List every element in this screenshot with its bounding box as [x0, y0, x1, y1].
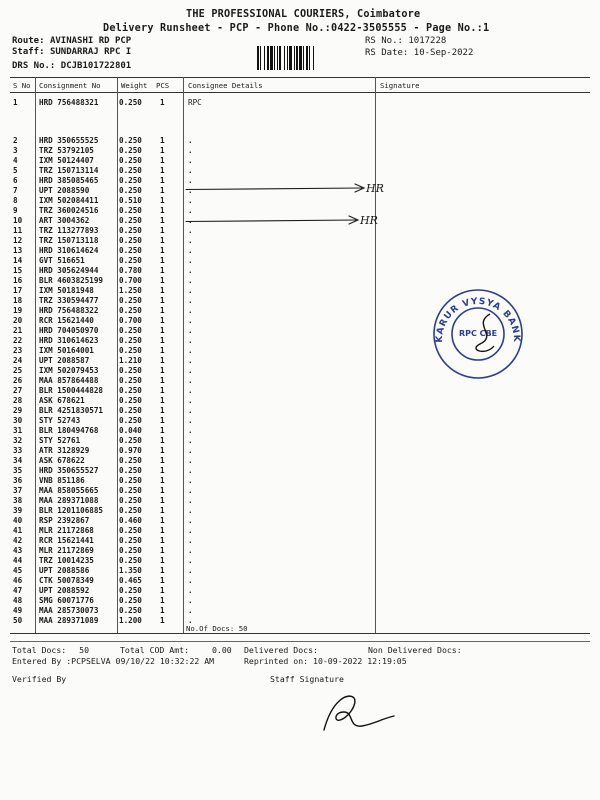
- stamp-center-text: RPC CBE: [458, 329, 498, 338]
- no-of-docs: No.Of Docs: 50: [186, 624, 248, 633]
- reprinted-on: Reprinted on: 10-09-2022 12:19:05: [244, 656, 407, 666]
- row-consignee: .: [188, 145, 193, 155]
- row-pcs: 1: [160, 516, 165, 526]
- staff-signature-label: Staff Signature: [270, 674, 344, 684]
- handwritten-signature: [318, 690, 398, 740]
- row-consignment-no: UPT 2088586: [39, 566, 90, 576]
- row-sno: 34: [13, 456, 23, 466]
- row-weight: 0.250: [119, 325, 142, 335]
- row-consignee: .: [188, 185, 193, 195]
- row-consignment-no: TRZ 150713114: [39, 165, 99, 175]
- row-pcs: 1: [160, 325, 165, 335]
- row-sno: 6: [13, 175, 18, 185]
- row-consignee: .: [188, 325, 193, 335]
- row-consignee: .: [188, 275, 193, 285]
- row-consignee: .: [188, 406, 193, 416]
- row-pcs: 1: [160, 566, 165, 576]
- row-sno: 24: [13, 355, 23, 365]
- row-pcs: 1: [160, 446, 165, 456]
- row-sno: 3: [13, 145, 18, 155]
- row-consignment-no: TRZ 53792105: [39, 145, 94, 155]
- row-sno: 39: [13, 506, 23, 516]
- row-sno: 8: [13, 195, 18, 205]
- row-weight: 0.250: [119, 245, 142, 255]
- row-consignee: .: [188, 255, 193, 265]
- row-sno: 9: [13, 205, 18, 215]
- row-consignee: .: [188, 496, 193, 506]
- row-weight: 0.250: [119, 155, 142, 165]
- row-consignment-no: TRZ 360024516: [39, 205, 99, 215]
- row-pcs: 1: [160, 245, 165, 255]
- row-consignee: .: [188, 596, 193, 606]
- row-consignment-no: HRD 704050970: [39, 325, 99, 335]
- row-pcs: 1: [160, 596, 165, 606]
- row-weight: 1.200: [119, 616, 142, 626]
- row-sno: 16: [13, 275, 23, 285]
- row-pcs: 1: [160, 526, 165, 536]
- row-sno: 4: [13, 155, 18, 165]
- row-weight: 0.250: [119, 365, 142, 375]
- row-sno: 14: [13, 255, 23, 265]
- row-consignment-no: IXM 50164001: [39, 345, 94, 355]
- row-pcs: 1: [160, 576, 165, 586]
- row-consignee: .: [188, 486, 193, 496]
- row-sno: 15: [13, 265, 23, 275]
- row-pcs: 1: [160, 235, 165, 245]
- row-weight: 0.250: [119, 586, 142, 596]
- row-consignee: .: [188, 446, 193, 456]
- row-consignee: .: [188, 526, 193, 536]
- row-sno: 32: [13, 436, 23, 446]
- row-pcs: 1: [160, 466, 165, 476]
- row-sno: 31: [13, 426, 23, 436]
- staff-label: Staff:: [12, 47, 45, 57]
- row-consignment-no: TRZ 150713118: [39, 235, 99, 245]
- row-consignment-no: MAA 289371089: [39, 616, 99, 626]
- col-header-pcs: PCS: [156, 81, 170, 90]
- row-consignment-no: IXM 50124407: [39, 155, 94, 165]
- row-weight: 0.250: [119, 496, 142, 506]
- row-sno: 49: [13, 606, 23, 616]
- row-weight: 1.350: [119, 566, 142, 576]
- row-weight: 0.510: [119, 195, 142, 205]
- row-pcs: 1: [160, 135, 165, 145]
- row-weight: 0.250: [119, 526, 142, 536]
- row-consignment-no: RCR 15621441: [39, 536, 94, 546]
- col-header-sno: S No: [13, 81, 31, 90]
- route-label: Route:: [12, 36, 45, 46]
- row-consignment-no: ASK 678621: [39, 396, 85, 406]
- row-weight: 0.250: [119, 606, 142, 616]
- row-consignment-no: IXM 502079453: [39, 365, 99, 375]
- row-consignment-no: CTK 50078349: [39, 576, 94, 586]
- row-sno: 45: [13, 566, 23, 576]
- row-consignee: .: [188, 586, 193, 596]
- row-pcs: 1: [160, 436, 165, 446]
- rs-date-label: RS Date:: [365, 48, 409, 58]
- row-consignment-no: GVT 516651: [39, 255, 85, 265]
- drs-value: DCJB101722801: [60, 61, 132, 71]
- non-delivered-docs-label: Non Delivered Docs:: [368, 645, 462, 655]
- row-consignee: .: [188, 436, 193, 446]
- row-weight: 0.250: [119, 486, 142, 496]
- row-pcs: 1: [160, 215, 165, 225]
- row-consignee: .: [188, 345, 193, 355]
- row-consignment-no: TRZ 113277893: [39, 225, 99, 235]
- row-consignee: .: [188, 215, 193, 225]
- row-sno: 17: [13, 285, 23, 295]
- row-consignee: .: [188, 335, 193, 345]
- row-sno: 27: [13, 386, 23, 395]
- row-sno: 12: [13, 235, 23, 245]
- row-pcs: 1: [160, 406, 165, 416]
- row-sno: 25: [13, 365, 23, 375]
- row-consignment-no: HRD 310614623: [39, 335, 99, 345]
- row-pcs: 1: [160, 335, 165, 345]
- row-consignment-no: HRD 756488321: [39, 98, 99, 107]
- row-weight: 0.780: [119, 265, 142, 275]
- row-weight: 0.040: [119, 426, 142, 436]
- row-consignment-no: IXM 502084411: [39, 195, 99, 205]
- row-weight: 0.250: [119, 205, 142, 215]
- row-pcs: 1: [160, 365, 165, 375]
- row-consignment-no: MAA 289371088: [39, 496, 99, 506]
- row-pcs: 1: [160, 355, 165, 365]
- row-weight: 0.250: [119, 556, 142, 566]
- row-pcs: 1: [160, 426, 165, 436]
- row-sno: 11: [13, 225, 23, 235]
- row-consignee: .: [188, 295, 193, 305]
- row-weight: 0.250: [119, 436, 142, 446]
- row-consignment-no: IXM 50181948: [39, 285, 94, 295]
- row-sno: 33: [13, 446, 23, 456]
- row-weight: 0.250: [119, 335, 142, 345]
- row-weight: 0.250: [119, 406, 142, 416]
- row-sno: 35: [13, 466, 23, 476]
- row-consignee: .: [188, 616, 193, 626]
- route-value: AVINASHI RD PCP: [49, 36, 132, 46]
- company-name: THE PROFESSIONAL COURIERS, Coimbatore: [186, 9, 421, 20]
- delivered-docs-label: Delivered Docs:: [244, 645, 318, 655]
- row-sno: 20: [13, 315, 23, 325]
- row-consignee: .: [188, 556, 193, 566]
- row-consignee: .: [188, 235, 193, 245]
- rs-no-value: 1017228: [408, 36, 447, 46]
- row-consignment-no: UPT 2088590: [39, 185, 90, 195]
- footer-border: [10, 641, 590, 642]
- row-consignee: .: [188, 576, 193, 586]
- entered-by: Entered By :PCPSELVA 09/10/22 10:32:22 AM: [12, 656, 215, 666]
- total-docs-value: 50: [79, 645, 90, 655]
- row-pcs: 1: [160, 396, 165, 406]
- row-consignee: .: [188, 135, 193, 145]
- rs-date-value: 10-Sep-2022: [413, 48, 474, 58]
- row-weight: 0.250: [119, 175, 142, 185]
- row-consignee: .: [188, 315, 193, 325]
- row-consignment-no: HRD 756488322: [39, 305, 99, 315]
- row-consignment-no: MLR 21172869: [39, 546, 94, 556]
- row-pcs: 1: [160, 546, 165, 556]
- row-weight: 0.250: [119, 506, 142, 516]
- row-pcs: 1: [160, 155, 165, 165]
- row-pcs: 1: [160, 275, 165, 285]
- row-consignment-no: UPT 2088592: [39, 586, 90, 596]
- row-consignee: .: [188, 476, 193, 486]
- row-pcs: 1: [160, 456, 165, 466]
- row-pcs: 1: [160, 386, 165, 395]
- verified-by: Verified By: [12, 674, 67, 684]
- row-sno: 10: [13, 215, 23, 225]
- row-consignee: .: [188, 155, 193, 165]
- row-sno: 18: [13, 295, 23, 305]
- row-sno: 38: [13, 496, 23, 506]
- handwritten-arrow-line: [186, 220, 356, 222]
- row-consignment-no: ASK 678622: [39, 456, 85, 466]
- row-consignee: .: [188, 426, 193, 436]
- row-weight: 0.250: [119, 135, 142, 145]
- row-pcs: 1: [160, 265, 165, 275]
- row-consignee: .: [188, 305, 193, 315]
- row-consignment-no: HRD 350655527: [39, 466, 99, 476]
- sheet-title: Delivery Runsheet - PCP - Phone No.:0422-3505555 - Page No.:1: [103, 23, 490, 34]
- row-consignment-no: RCR 15621440: [39, 315, 94, 325]
- row-consignee: .: [188, 245, 193, 255]
- row-consignee: .: [188, 365, 193, 375]
- row-consignee: .: [188, 205, 193, 215]
- staff-value: SUNDARRAJ RPC I: [49, 47, 132, 57]
- row-weight: 1.210: [119, 355, 142, 365]
- row-weight: 0.250: [119, 466, 142, 476]
- row-weight: 0.250: [119, 476, 142, 486]
- rs-no-label: RS No.:: [365, 36, 403, 46]
- row-sno: 37: [13, 486, 23, 496]
- handwritten-arrow-line: [186, 188, 362, 190]
- row-sno: 21: [13, 325, 23, 335]
- row-consignee: .: [188, 506, 193, 516]
- col-header-weight: Weight: [121, 81, 148, 90]
- row-weight: 0.250: [119, 416, 142, 426]
- row-weight: 0.250: [119, 536, 142, 546]
- row-weight: 0.250: [119, 295, 142, 305]
- row-consignment-no: SMG 60071776: [39, 596, 94, 606]
- row-consignment-no: HRD 310614624: [39, 245, 99, 255]
- row-pcs: 1: [160, 606, 165, 616]
- row-pcs: 1: [160, 476, 165, 486]
- row-sno: 23: [13, 345, 23, 355]
- row-consignment-no: HRD 305624944: [39, 265, 99, 275]
- row-pcs: 1: [160, 305, 165, 315]
- row-weight: 0.250: [119, 185, 142, 195]
- row-sno: 2: [13, 135, 18, 145]
- row-sno: 36: [13, 476, 23, 486]
- row-sno: 1: [13, 98, 18, 107]
- row-pcs: 1: [160, 556, 165, 566]
- row-consignment-no: BLR 1500444828: [39, 386, 104, 395]
- row-sno: 42: [13, 536, 23, 546]
- col-header-consignment: Consignment No: [39, 81, 101, 90]
- row-consignee: .: [188, 566, 193, 576]
- row-pcs: 1: [160, 185, 165, 195]
- row-weight: 0.700: [119, 275, 142, 285]
- row-pcs: 1: [160, 165, 165, 175]
- total-cod-label: Total COD Amt:: [120, 645, 190, 655]
- row-consignee: .: [188, 195, 193, 205]
- row-sno: 41: [13, 526, 23, 536]
- row-pcs: 1: [160, 486, 165, 496]
- row-consignee: .: [188, 375, 193, 385]
- row-consignment-no: MAA 858055665: [39, 486, 99, 496]
- row-sno: 19: [13, 305, 23, 315]
- row-sno: 48: [13, 596, 23, 606]
- row-pcs: 1: [160, 285, 165, 295]
- row-sno: 46: [13, 576, 23, 586]
- row-sno: 50: [13, 616, 23, 626]
- row-sno: 44: [13, 556, 23, 566]
- row-consignee: .: [188, 225, 193, 235]
- row-consignee: .: [188, 165, 193, 175]
- row-weight: 1.250: [119, 285, 142, 295]
- row-consignment-no: VNB 851186: [39, 476, 85, 486]
- bank-stamp: [428, 284, 528, 384]
- row-weight: 0.970: [119, 446, 142, 456]
- row-consignee: .: [188, 516, 193, 526]
- col-header-signature: Signature: [380, 81, 420, 90]
- row-consignment-no: TRZ 330594477: [39, 295, 99, 305]
- row-weight: 0.250: [119, 456, 142, 466]
- row-consignment-no: BLR 4603825199: [39, 275, 104, 285]
- row-consignment-no: ART 3004362: [39, 215, 90, 225]
- row-consignee: RPC: [188, 98, 202, 107]
- row-pcs: 1: [160, 375, 165, 385]
- row-pcs: 1: [160, 315, 165, 325]
- row-weight: 0.250: [119, 235, 142, 245]
- row-sno: 7: [13, 185, 18, 195]
- row-consignment-no: STY 52761: [39, 436, 81, 446]
- row-weight: 0.250: [119, 546, 142, 556]
- row-weight: 0.460: [119, 516, 142, 526]
- row-pcs: 1: [160, 345, 165, 355]
- row-consignee: .: [188, 456, 193, 466]
- row-sno: 43: [13, 546, 23, 556]
- row-weight: 0.250: [119, 396, 142, 406]
- row-pcs: 1: [160, 145, 165, 155]
- row-weight: 0.250: [119, 305, 142, 315]
- row-pcs: 1: [160, 225, 165, 235]
- total-docs-label: Total Docs:: [12, 645, 67, 655]
- row-consignment-no: RSP 2392867: [39, 516, 90, 526]
- row-consignee: .: [188, 546, 193, 556]
- row-weight: 0.250: [119, 386, 142, 395]
- drs-label: DRS No.:: [12, 61, 56, 71]
- row-pcs: 1: [160, 255, 165, 265]
- row-sno: 47: [13, 586, 23, 596]
- row-pcs: 1: [160, 416, 165, 426]
- row-consignee: .: [188, 466, 193, 476]
- total-docs: [12, 645, 89, 655]
- row-sno: 29: [13, 406, 23, 416]
- row-consignment-no: MAA 857864488: [39, 375, 99, 385]
- row-consignee: .: [188, 175, 193, 185]
- handwritten-mark-2: HR: [360, 214, 378, 227]
- row-weight: 0.250: [119, 165, 142, 175]
- row-pcs: 1: [160, 295, 165, 305]
- row-sno: 40: [13, 516, 23, 526]
- row-consignee: .: [188, 285, 193, 295]
- total-cod-value: 0.00: [212, 645, 232, 655]
- row-sno: 26: [13, 375, 23, 385]
- row-consignment-no: HRD 385085465: [39, 175, 99, 185]
- col-header-consignee: Consignee Details: [188, 81, 263, 90]
- row-pcs: 1: [160, 205, 165, 215]
- row-sno: 28: [13, 396, 23, 406]
- row-consignment-no: BLR 1201106885: [39, 506, 104, 516]
- row-pcs: 1: [160, 195, 165, 205]
- handwritten-mark-1: HR: [366, 182, 384, 195]
- row-consignee: .: [188, 606, 193, 616]
- row-weight: 0.250: [119, 225, 142, 235]
- row-pcs: 1: [160, 586, 165, 596]
- row-consignee: .: [188, 536, 193, 546]
- row-pcs: 1: [160, 536, 165, 546]
- row-weight: 0.250: [119, 145, 142, 155]
- row-consignment-no: UPT 2088587: [39, 355, 90, 365]
- row-consignment-no: BLR 4251830571: [39, 406, 104, 416]
- row-consignment-no: MLR 21172868: [39, 526, 94, 536]
- row-consignment-no: TRZ 10014235: [39, 556, 94, 566]
- row-consignee: .: [188, 396, 193, 406]
- row-weight: 0.250: [119, 375, 142, 385]
- stamp-ring-text: KARUR VYSYA BANK: [434, 296, 522, 343]
- row-sno: 13: [13, 245, 23, 255]
- row-consignee: .: [188, 386, 193, 395]
- row-weight: 0.250: [119, 255, 142, 265]
- row-consignee: .: [188, 416, 193, 426]
- row-weight: 0.465: [119, 576, 142, 586]
- row-weight: 0.250: [119, 345, 142, 355]
- row-consignment-no: STY 52743: [39, 416, 81, 426]
- row-pcs: 1: [160, 175, 165, 185]
- row-weight: 0.250: [119, 98, 142, 107]
- row-consignment-no: HRD 350655525: [39, 135, 99, 145]
- row-weight: 0.250: [119, 596, 142, 606]
- row-sno: 5: [13, 165, 18, 175]
- row-consignment-no: BLR 180494768: [39, 426, 99, 436]
- row-pcs: 1: [160, 98, 165, 107]
- row-consignment-no: MAA 285730073: [39, 606, 99, 616]
- row-sno: 30: [13, 416, 23, 426]
- row-consignee: .: [188, 265, 193, 275]
- row-pcs: 1: [160, 616, 165, 626]
- row-weight: 0.250: [119, 215, 142, 225]
- row-consignee: .: [188, 355, 193, 365]
- row-weight: 0.700: [119, 315, 142, 325]
- row-pcs: 1: [160, 496, 165, 506]
- row-pcs: 1: [160, 506, 165, 516]
- row-sno: 22: [13, 335, 23, 345]
- row-consignment-no: ATR 3128929: [39, 446, 90, 456]
